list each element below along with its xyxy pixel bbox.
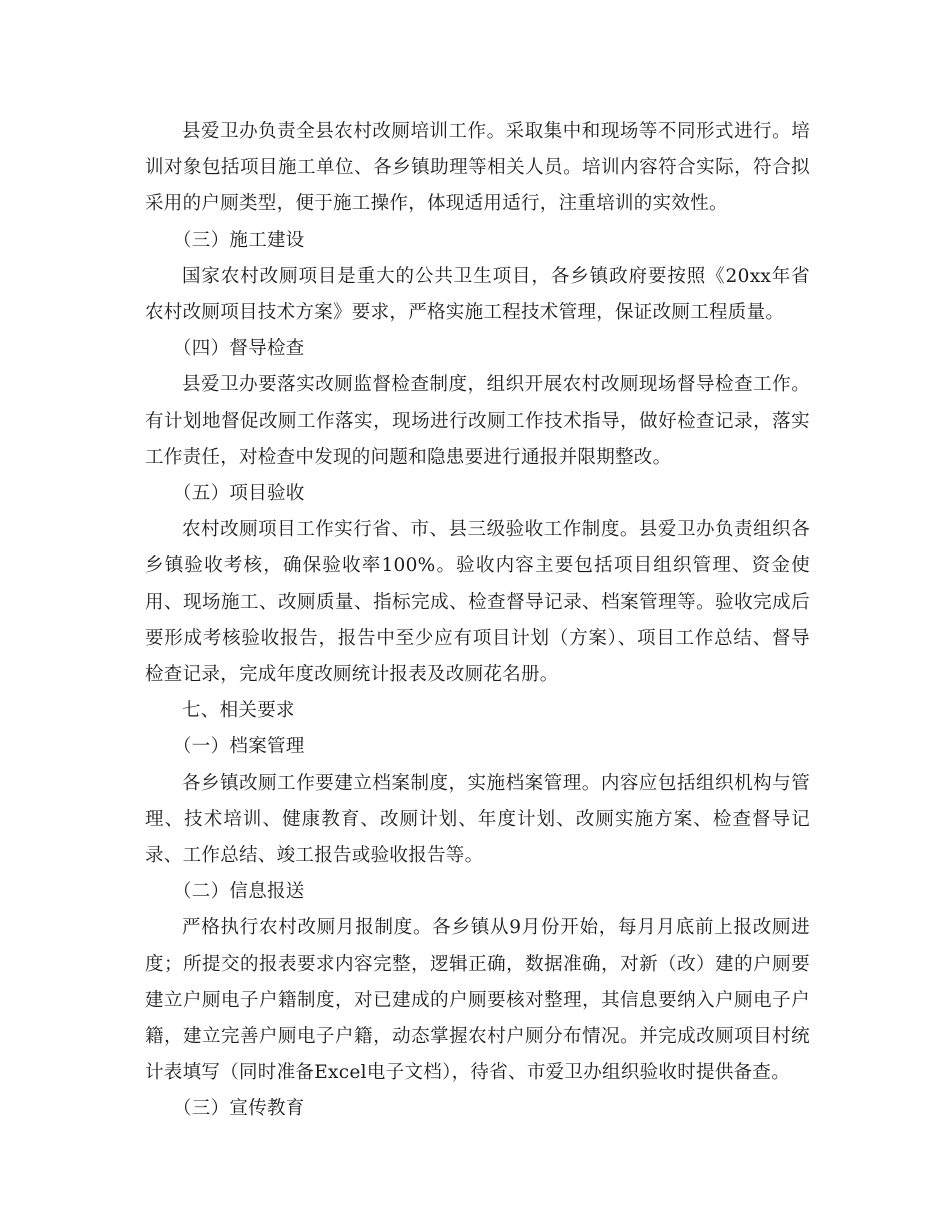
paragraph-reporting: 严格执行农村改厕月报制度。各乡镇从9月份开始，每月月底前上报改厕进度；所提交的报表要求内容完整，逻辑正确，数据准确，对新（改）建的户厕要建立户厕电子户籍制度，对已建成的户厕要核对整理，其信息要纳入户厕电子户籍，建立完善户厕电子户籍，动态掌握农村户厕分布情况。并完成改厕项目村统计表填写（同时准备Excel电子文档），待省、市爱卫办组织验收时提供备查。 xyxy=(145,917,810,1084)
heading-acceptance: （五）项目验收 xyxy=(173,483,305,505)
heading-archives: （一）档案管理 xyxy=(173,736,305,758)
paragraph-construction: 国家农村改厕项目是重大的公共卫生项目，各乡镇政府要按照《20xx年省农村改厕项目技术方案》要求，严格实施工程技术管理，保证改厕工程质量。 xyxy=(145,265,810,324)
paragraph-acceptance: 农村改厕项目工作实行省、市、县三级验收工作制度。县爱卫办负责组织各乡镇验收考核，确保验收率100%。验收内容主要包括项目组织管理、资金使用、现场施工、改厕质量、指标完成、检查督导记录、档案管理等。验收完成后要形成考核验收报告，报告中至少应有项目计划（方案）、项目工作总结、督导检查记录，完成年度改厕统计报表及改厕花名册。 xyxy=(145,519,810,686)
paragraph-supervision: 县爱卫办要落实改厕监督检查制度，组织开展农村改厕现场督导检查工作。有计划地督促改厕工作落实，现场进行改厕工作技术指导，做好检查记录，落实工作责任，对检查中发现的问题和隐患要进行通报并限期整改。 xyxy=(145,374,810,468)
paragraph-archives: 各乡镇改厕工作要建立档案制度，实施档案管理。内容应包括组织机构与管理、技术培训、健康教育、改厕计划、年度计划、改厕实施方案、检查督导记录、工作总结、竣工报告或验收报告等。 xyxy=(145,772,810,867)
heading-construction: （三）施工建设 xyxy=(173,229,305,251)
heading-supervision: （四）督导检查 xyxy=(173,338,305,360)
heading-reporting: （二）信息报送 xyxy=(173,881,305,903)
heading-publicity: （三）宣传教育 xyxy=(173,1098,305,1120)
heading-requirements: 七、相关要求 xyxy=(182,700,295,722)
paragraph-training: 县爱卫办负责全县农村改厕培训工作。采取集中和现场等不同形式进行。培训对象包括项目施工单位、各乡镇助理等相关人员。培训内容符合实际，符合拟采用的户厕类型，便于施工操作，体现适用适行，注重培训的实效性。 xyxy=(145,121,810,215)
